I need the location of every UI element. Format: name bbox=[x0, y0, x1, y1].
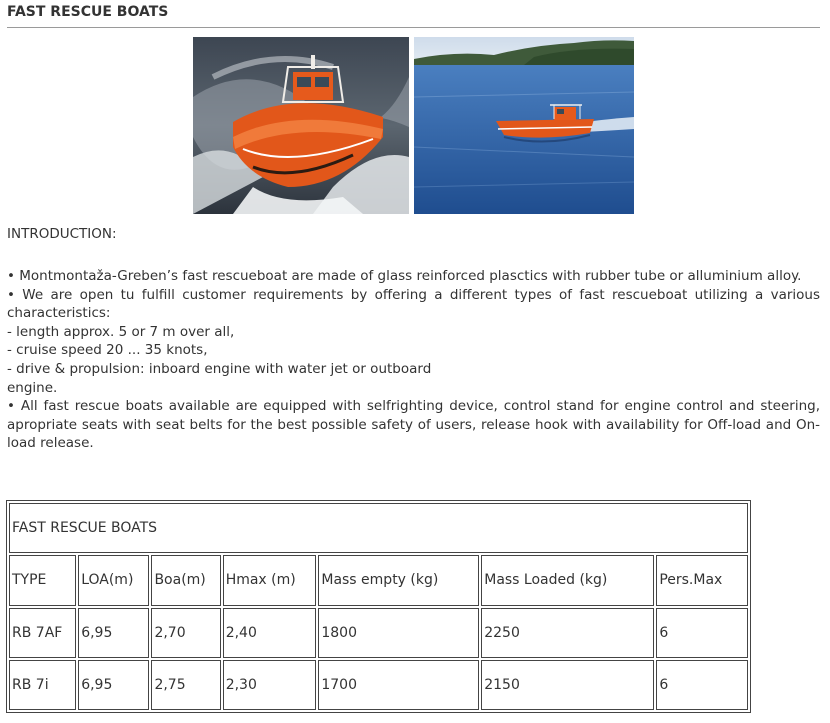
cell-boa: 2,70 bbox=[151, 608, 220, 658]
cell-mass-loaded: 2250 bbox=[481, 608, 654, 658]
table-header-row bbox=[9, 555, 748, 605]
table-row bbox=[9, 608, 748, 658]
header-loa: LOA(m) bbox=[78, 555, 149, 605]
introduction-body bbox=[7, 267, 820, 453]
cell-mass-loaded: 2150 bbox=[481, 660, 654, 710]
cell-type: RB 7i bbox=[9, 660, 76, 710]
specs-table bbox=[6, 500, 751, 713]
cell-loa: 6,95 bbox=[78, 608, 149, 658]
introduction-heading: INTRODUCTION: bbox=[7, 226, 117, 242]
boat-photo-closeup bbox=[193, 37, 409, 214]
intro-list-propulsion-cont: engine. bbox=[7, 379, 58, 396]
cell-hmax: 2,40 bbox=[223, 608, 317, 658]
cell-mass-empty: 1800 bbox=[318, 608, 479, 658]
intro-list-speed: - cruise speed 20 ... 35 knots, bbox=[7, 342, 208, 359]
header-pers-max: Pers.Max bbox=[656, 555, 748, 605]
page-title: FAST RESCUE BOATS bbox=[7, 4, 169, 20]
header-type: TYPE bbox=[9, 555, 76, 605]
table-caption-row bbox=[9, 503, 748, 553]
boat-photo-sea-image bbox=[414, 37, 634, 214]
cell-pers-max: 6 bbox=[656, 608, 748, 658]
title-divider bbox=[7, 27, 820, 28]
intro-paragraph-material: • Montmontaža-Greben’s fast rescueboat are made of glass reinforced plasctics with rubber tube or alluminium alloy. bbox=[7, 268, 802, 284]
intro-paragraph-requirements: • We are open tu fulfill customer requirements by offering a different types of fast rescueboat utilizing a various characteristics: bbox=[7, 286, 820, 322]
header-mass-loaded: Mass Loaded (kg) bbox=[481, 555, 654, 605]
cell-loa: 6,95 bbox=[78, 660, 149, 710]
header-boa: Boa(m) bbox=[151, 555, 220, 605]
header-mass-empty: Mass empty (kg) bbox=[318, 555, 479, 605]
cell-pers-max: 6 bbox=[656, 660, 748, 710]
boat-photo-closeup-image bbox=[193, 37, 409, 214]
table-caption: FAST RESCUE BOATS bbox=[9, 503, 748, 553]
cell-boa: 2,75 bbox=[151, 660, 220, 710]
boat-photo-sea bbox=[414, 37, 634, 214]
cell-mass-empty: 1700 bbox=[318, 660, 479, 710]
intro-paragraph-equipment: • All fast rescue boats available are equipped with selfrighting device, control stand for engine control and steering, apropriate seats with seat belts for the best possible safety of users, release hook with availability for Off-load and On-load release. bbox=[7, 398, 820, 452]
intro-list-length: - length approx. 5 or 7 m over all, bbox=[7, 323, 235, 340]
cell-type: RB 7AF bbox=[9, 608, 76, 658]
intro-list-propulsion: - drive & propulsion: inboard engine with water jet or outboard bbox=[7, 360, 432, 377]
header-hmax: Hmax (m) bbox=[223, 555, 317, 605]
cell-hmax: 2,30 bbox=[223, 660, 317, 710]
table-row bbox=[9, 660, 748, 710]
